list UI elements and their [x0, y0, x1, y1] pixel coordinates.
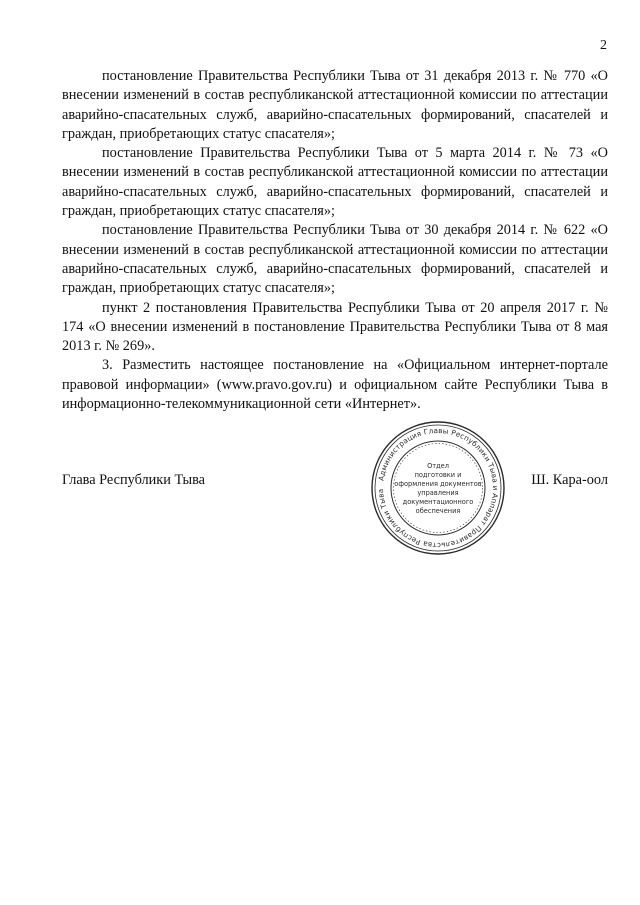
- stamp-center-line-6: обеспечения: [415, 507, 461, 515]
- stamp-graphic: [368, 418, 508, 558]
- stamp-ring-textpath: Администрация Главы Республики Тыва и Аппарат Правительства Республики Тыва: [375, 425, 501, 551]
- official-stamp: [368, 418, 508, 558]
- paragraph-decree-622: постановление Правительства Республики Тыва от 30 декабря 2014 г. № 622 «О внесении изменений в состав республиканской аттестационной комиссии по аттестации аварийно-спасательных служб, аварийно-спасательных формирований, спасателей и граждан, приобретающих статус спасателя»;: [62, 222, 608, 297]
- stamp-center-line-2: подготовки и: [414, 471, 462, 479]
- stamp-center-line-3: оформления документов: [394, 480, 482, 488]
- stamp-center-line-1: Отдел: [427, 462, 449, 470]
- page-number: 2: [600, 38, 607, 53]
- signature-block: [62, 470, 608, 490]
- paragraph-publication: 3. Разместить настоящее постановление на «Официальном интернет-портале правовой информации» (www.pravo.gov.ru) и официальном сайте Республики Тыва в информационно-телекоммуникационной сети «Интернет».: [62, 357, 608, 413]
- paragraph-decree-73: постановление Правительства Республики Тыва от 5 марта 2014 г. № 73 «О внесении изменений в состав республиканской аттестационной комиссии по аттестации аварийно-спасательных служб, аварийно-спасательных формирований, спасателей и граждан, приобретающих статус спасателя»;: [62, 145, 608, 220]
- stamp-center-line-4: управления: [417, 489, 459, 497]
- signatory-name: Ш. Кара-оол: [531, 472, 608, 488]
- document-body: [62, 67, 608, 414]
- stamp-center-line-5: документационного: [402, 498, 474, 506]
- paragraph-decree-174: пункт 2 постановления Правительства Республики Тыва от 20 апреля 2017 г. № 174 «О внесении изменений в постановление Правительства Республики Тыва от 8 мая 2013 г. № 269».: [62, 299, 608, 355]
- paragraph-decree-770: постановление Правительства Республики Тыва от 31 декабря 2013 г. № 770 «О внесении изменений в состав республиканской аттестационной комиссии по аттестации аварийно-спасательных служб, аварийно-спасательных формирований, спасателей и граждан, приобретающих статус спасателя»;: [62, 68, 608, 142]
- signatory-position: Глава Республики Тыва: [62, 472, 205, 488]
